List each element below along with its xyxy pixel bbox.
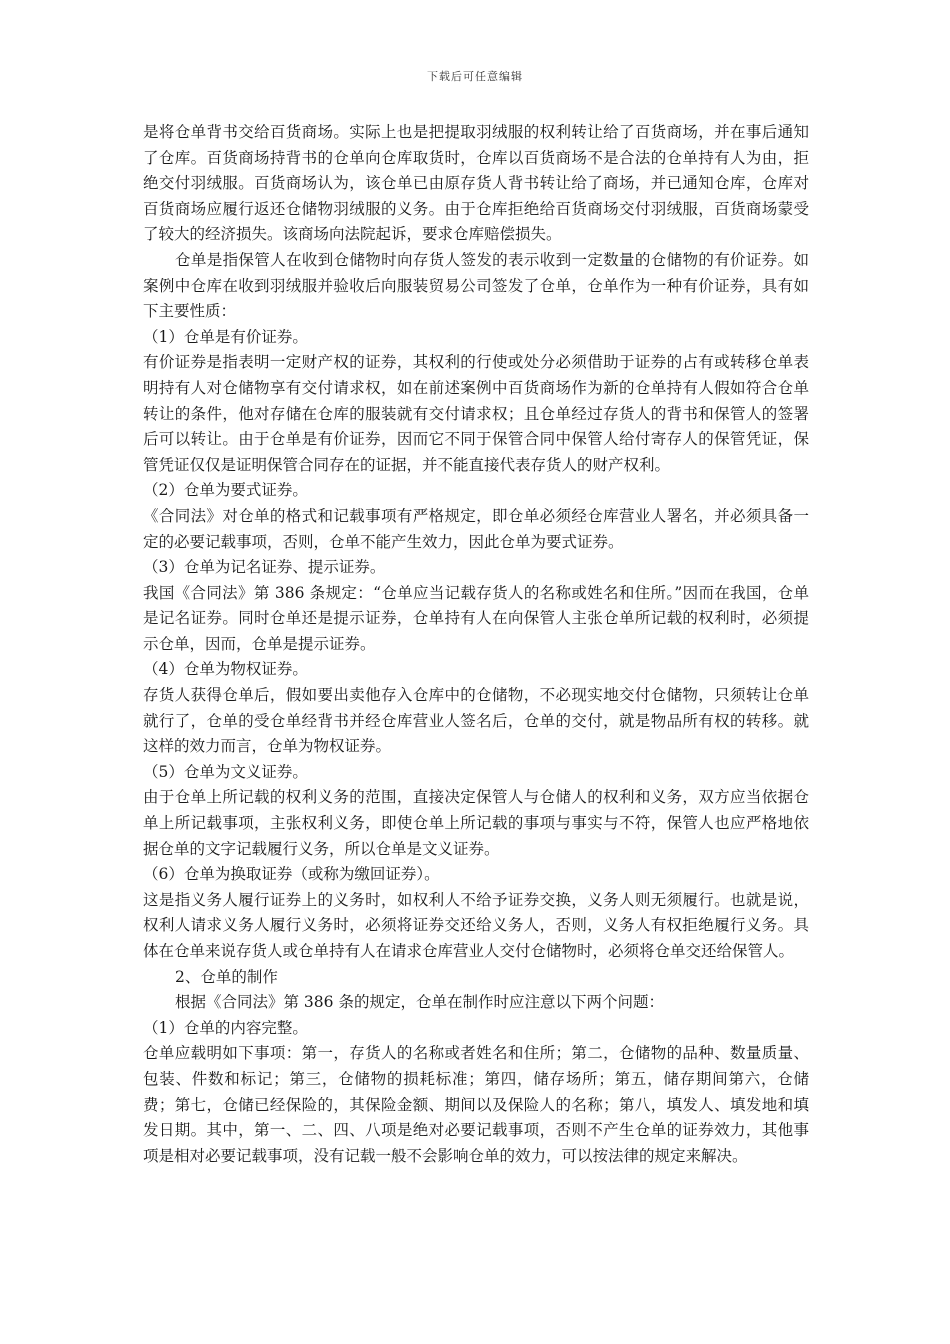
paragraph: 由于仓单上所记载的权利义务的范围，直接决定保管人与仓储人的权利和义务，双方应当依据仓单上所记载事项，主张权利义务，即使仓单上所记载的事项与事实与不符，保管人也应严格地依据仓单的文字记载履行义务，所以仓单是文义证券。 [143, 788, 809, 858]
section-heading: （1）仓单是有价证券。 [143, 327, 308, 346]
page-header: 下载后可任意编辑 [427, 70, 523, 83]
section-heading: （6）仓单为换取证券（或称为缴回证券）。 [143, 865, 440, 884]
section-heading: （3）仓单为记名证券、提示证券。 [143, 558, 386, 577]
section-heading: （1）仓单的内容完整。 [143, 1018, 308, 1037]
section-heading: （2）仓单为要式证券。 [143, 481, 308, 500]
paragraph: 根据《合同法》第 386 条的规定，仓单在制作时应注意以下两个问题： [175, 993, 664, 1012]
paragraph: 仓单应载明如下事项：第一，存货人的名称或者姓名和住所；第二，仓储物的品种、数量质量、包装、件数和标记；第三，仓储物的损耗标准；第四，储存场所；第五，储存期间第六，仓储费；第七，仓储已经保险的，其保险金额、期间以及保险人的名称；第八，填发人、填发地和填发日期。其中，第一、二、四、八项是绝对必要记载事项，否则不产生仓单的证券效力，其他事项是相对必要记载事项，没有记载一般不会影响仓单的效力，可以按法律的规定来解决。 [143, 1044, 809, 1165]
paragraph: 我国《合同法》第 386 条规定：“仓单应当记载存货人的名称或姓名和住所。”因而在我国，仓单是记名证券。同时仓单还是提示证券，仓单持有人在向保管人主张仓单所记载的权利时，必须提示仓单，因而，仓单是提示证券。 [143, 583, 809, 653]
section-heading: （4）仓单为物权证券。 [143, 660, 308, 679]
paragraph: 有价证券是指表明一定财产权的证券，其权利的行使或处分必须借助于证券的占有或转移仓单表明持有人对仓储物享有交付请求权，如在前述案例中百货商场作为新的仓单持有人假如符合仓单转让的条件，他对存储在仓库的服装就有交付请求权；且仓单经过存货人的背书和保管人的签署后可以转让。由于仓单是有价证券，因而它不同于保管合同中保管人给付寄存人的保管凭证，保管凭证仅仅是证明保管合同存在的证据，并不能直接代表存货人的财产权利。 [143, 353, 809, 474]
paragraph: 存货人获得仓单后，假如要出卖他存入仓库中的仓储物，不必现实地交付仓储物，只须转让仓单就行了，仓单的受仓单经背书并经仓库营业人签名后，仓单的交付，就是物品所有权的转移。就这样的效力而言，仓单为物权证券。 [143, 686, 809, 756]
paragraph: 这是指义务人履行证券上的义务时，如权利人不给予证券交换，义务人则无须履行。也就是说，权利人请求义务人履行义务时，必须将证券交还给义务人，否则，义务人有权拒绝履行义务。具体在仓单来说存货人或仓单持有人在请求仓库营业人交付仓储物时，必须将仓单交还给保管人。 [143, 890, 809, 960]
paragraph: 是将仓单背书交给百货商场。实际上也是把提取羽绒服的权利转让给了百货商场，并在事后通知了仓库。百货商场持背书的仓单向仓库取货时，仓库以百货商场不是合法的仓单持有人为由，拒绝交付羽绒服。百货商场认为，该仓单已由原存货人背书转让给了商场，并已通知仓库，仓库对百货商场应履行返还仓储物羽绒服的义务。由于仓库拒绝给百货商场交付羽绒服，百货商场蒙受了较大的经济损失。该商场向法院起诉，要求仓库赔偿损失。 [143, 123, 809, 244]
section-heading: （5）仓单为文义证券。 [143, 762, 308, 781]
document-body [143, 120, 809, 1169]
section-heading: 2、仓单的制作 [175, 967, 278, 986]
paragraph: 仓单是指保管人在收到仓储物时向存货人签发的表示收到一定数量的仓储物的有价证券。如案例中仓库在收到羽绒服并验收后向服装贸易公司签发了仓单，仓单作为一种有价证券，具有如下主要性质： [143, 250, 809, 321]
paragraph: 《合同法》对仓单的格式和记载事项有严格规定，即仓单必须经仓库营业人署名，并必须具备一定的必要记载事项，否则，仓单不能产生效力，因此仓单为要式证券。 [143, 506, 809, 551]
